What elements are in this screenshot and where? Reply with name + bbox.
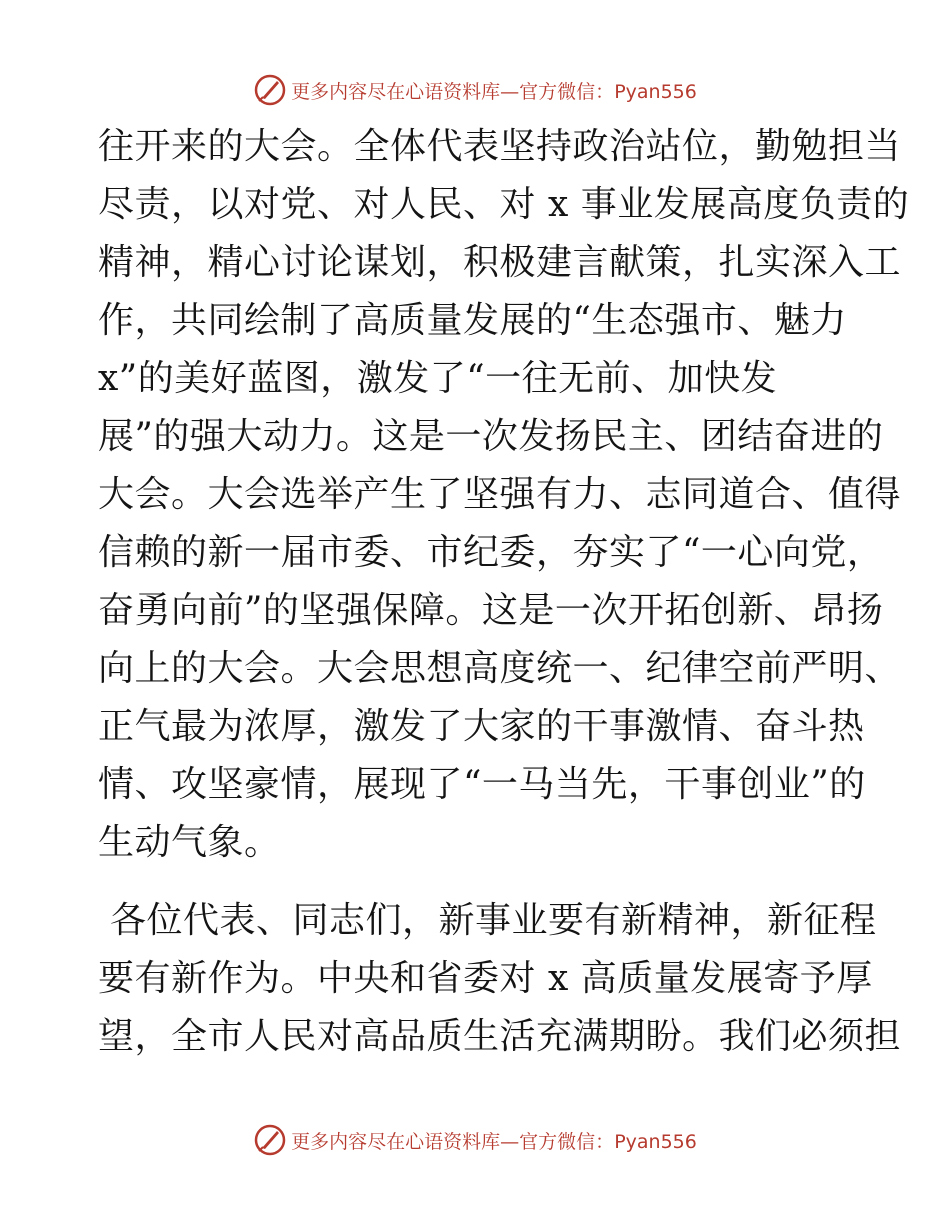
text-line: 精神，精心讨论谋划，积极建言献策，扎实深入工: [98, 242, 902, 283]
paragraph-2: [98, 892, 902, 1066]
text-line: 展”的强大动力。这是一次发扬民主、团结奋进的: [98, 416, 884, 457]
watermark-dash: —: [500, 80, 520, 103]
paragraph-spacer: [98, 872, 858, 892]
text-line: 望，全市人民对高品质生活充满期盼。我们必须担: [98, 1016, 902, 1057]
text-line: 尽责，以对党、对人民、对 x 事业发展高度负责的: [98, 184, 910, 225]
watermark-label: 官方微信：: [519, 80, 615, 103]
text-line: 信赖的新一届市委、市纪委，夯实了“一心向党，: [98, 532, 884, 573]
watermark-text: [291, 77, 697, 104]
watermark-main: 更多内容尽在心语资料库: [291, 1130, 501, 1153]
text-line: 奋勇向前”的坚强保障。这是一次开拓创新、昂扬: [98, 590, 884, 631]
quill-logo-icon: [253, 73, 287, 107]
watermark-label: 官方微信：: [519, 1130, 615, 1153]
text-line: 往开来的大会。全体代表坚持政治站位，勤勉担当: [98, 126, 902, 167]
text-line: x”的美好蓝图，激发了“一往无前、加快发: [98, 358, 778, 399]
text-line: 作，共同绘制了高质量发展的“生态强市、魅力: [98, 300, 847, 341]
document-body: [98, 118, 910, 1066]
text-line: 各位代表、同志们，新事业要有新精神，新征程: [98, 900, 877, 941]
watermark-text: [291, 1127, 697, 1154]
text-line: 正气最为浓厚，激发了大家的干事激情、奋斗热: [98, 706, 865, 747]
text-line: 大会。大会选举产生了坚强有力、志同道合、值得: [98, 474, 902, 515]
text-line: 生动气象。: [98, 822, 281, 863]
footer-watermark: [0, 1120, 950, 1160]
text-line: 要有新作为。中央和省委对 x 高质量发展寄予厚: [98, 958, 873, 999]
quill-logo-icon: [253, 1123, 287, 1157]
text-line: 向上的大会。大会思想高度统一、纪律空前严明、: [98, 648, 902, 689]
paragraph-1: [98, 118, 910, 872]
header-watermark: [0, 70, 950, 110]
watermark-handle: Pyan556: [614, 80, 697, 103]
watermark-dash: —: [500, 1130, 520, 1153]
watermark-handle: Pyan556: [614, 1130, 697, 1153]
watermark-main: 更多内容尽在心语资料库: [291, 80, 501, 103]
text-line: 情、攻坚豪情，展现了“一马当先，干事创业”的: [98, 764, 866, 805]
